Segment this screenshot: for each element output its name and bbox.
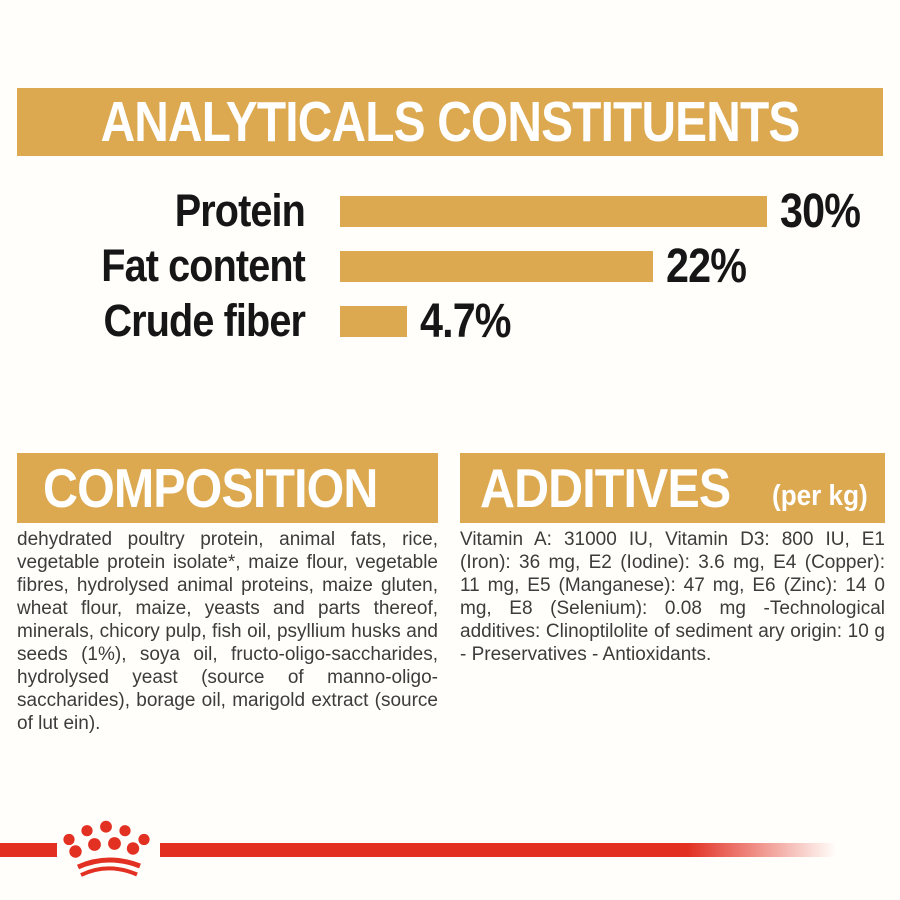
additives-title: ADDITIVES [480,457,731,519]
additives-text: Vitamin A: 31000 IU, Vitamin D3: 800 IU, E1 (Iron): 36 mg, E2 (Iodine): 3.6 mg, E4 (Copper): 11 mg, E5 (Manganese): 47 mg, E6 (Zinc): 14 0 mg, E8 (Selenium): 0.08 mg -Technological additives: Clinoptilolite of sediment ary origin: 10 g - Preservatives - Antioxidants. [460,529,885,665]
additives-per-kg-label: (per kg) [772,480,869,512]
analyticals-header-bar [17,88,883,156]
chart-bar-value: 4.7% [420,294,511,348]
chart-bar [340,196,767,227]
chart-bar [340,306,407,337]
composition-title: COMPOSITION [43,457,378,519]
chart-bar-value: 22% [666,239,747,293]
chart-bar [340,251,653,282]
composition-text: dehydrated poultry protein, animal fats, rice, vegetable protein isolate*, maize flour, vegetable fibres, hydrolysed animal proteins, maize gluten, wheat flour, maize, yeasts and parts thereof, minerals, chicory pulp, fish oil, psyllium husks and seeds (1%), soya oil, fructo-oligo-saccharides, hydrolysed yeast (source of manno-oligo-saccharides), borage oil, marigold extract (source of lut ein). [17,529,438,734]
chart-row-label: Protein [174,185,305,236]
chart-bar-value: 30% [780,184,861,238]
footer-stripe-left [0,843,57,857]
chart-row-label: Crude fiber [103,295,305,346]
chart-row-label: Fat content [101,240,306,291]
royal-canin-crown-logo [56,818,154,880]
additives-header-bar [460,453,885,523]
analyticals-title: ANALYTICALS CONSTITUENTS [100,90,800,154]
chart-row [0,185,900,237]
footer-stripe-right [160,843,836,857]
composition-header-bar [17,453,438,523]
chart-row [0,240,900,292]
chart-row [0,295,900,347]
